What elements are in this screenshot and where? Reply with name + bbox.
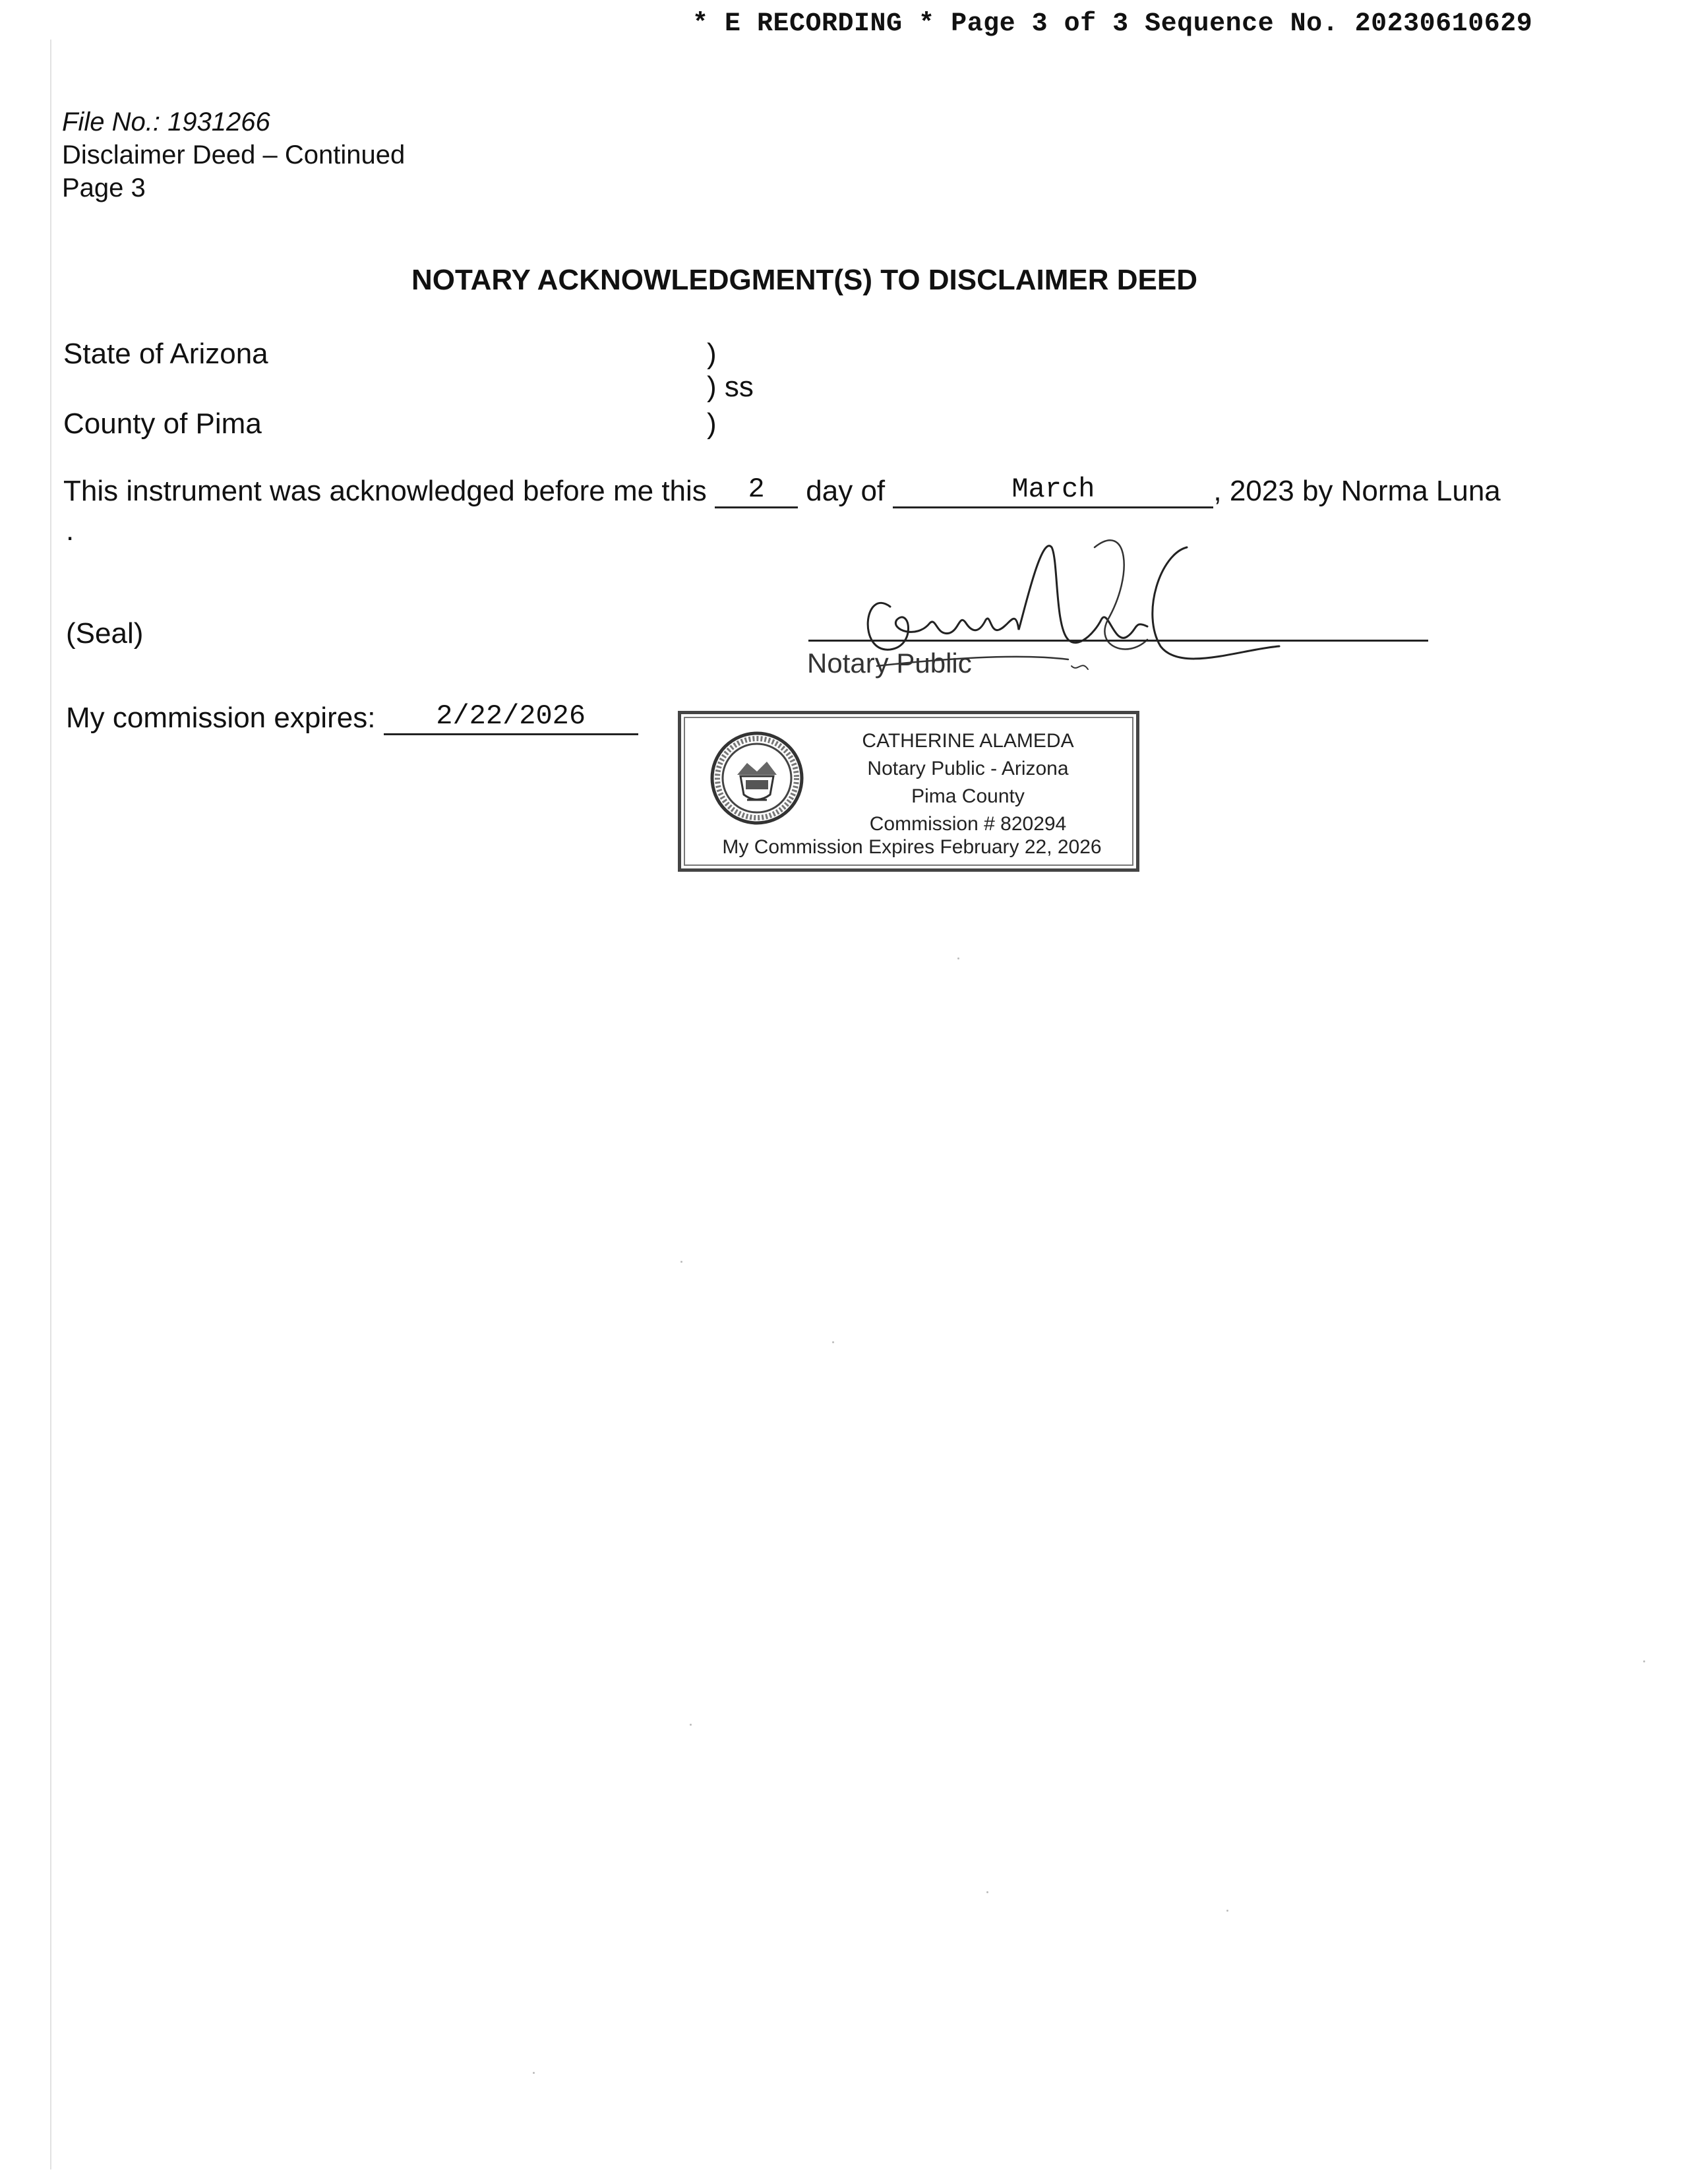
venue-county: County of Pima (63, 408, 262, 440)
scan-speck (832, 1341, 834, 1343)
scan-speck (690, 1724, 692, 1726)
venue-paren-bottom: ) (707, 408, 717, 440)
venue-paren-ss: ) ss (707, 371, 754, 403)
notary-stamp (678, 711, 1139, 872)
ack-suffix: , 2023 by Norma Luna (1213, 475, 1501, 507)
scan-speck (533, 2072, 535, 2074)
stamp-commission-number: Commission # 820294 (869, 813, 1067, 835)
ack-trailing-dot: . (66, 514, 75, 547)
file-no-label: File No.: (62, 107, 160, 136)
ack-day-field: 2 (715, 472, 798, 508)
scan-speck (957, 957, 959, 959)
stamp-text-block (806, 727, 1130, 838)
stamp-notary-name: CATHERINE ALAMEDA (862, 730, 1074, 752)
page-line: Page 3 (62, 173, 146, 202)
ack-prefix: This instrument was acknowledged before me this (63, 475, 707, 507)
file-info-block (62, 106, 405, 204)
ack-month-field: March (893, 472, 1213, 508)
file-no-value: 1931266 (167, 107, 270, 136)
ack-day-of: day of (806, 475, 886, 507)
stamp-expiration: My Commission Expires February 22, 2026 (722, 836, 1102, 858)
venue-state: State of Arizona (63, 338, 268, 370)
seal-label: (Seal) (66, 617, 144, 650)
signature-line (808, 640, 1428, 642)
commission-expires-field: 2/22/2026 (384, 699, 638, 735)
page-edge (50, 40, 51, 2169)
deed-continued-line: Disclaimer Deed – Continued (62, 140, 406, 169)
page-title: NOTARY ACKNOWLEDGMENT(S) TO DISCLAIMER DEED (411, 264, 1198, 296)
scan-speck (986, 1891, 988, 1893)
acknowledgment-line (63, 475, 1501, 512)
scan-speck (1643, 1660, 1645, 1662)
scan-speck (680, 1261, 682, 1263)
recording-header: * E RECORDING * Page 3 of 3 Sequence No. 20230610629 (692, 9, 1533, 39)
commission-expires-line (66, 702, 638, 739)
stamp-notary-title: Notary Public - Arizona (867, 758, 1069, 779)
scan-speck (1226, 1910, 1228, 1912)
arizona-state-seal-icon (708, 729, 806, 828)
commission-expires-label: My commission expires: (66, 702, 376, 734)
stamp-county: Pima County (911, 785, 1025, 807)
notary-public-label: Notary Public (807, 648, 972, 679)
file-number-line (62, 106, 405, 138)
venue-paren-top: ) (707, 338, 717, 370)
